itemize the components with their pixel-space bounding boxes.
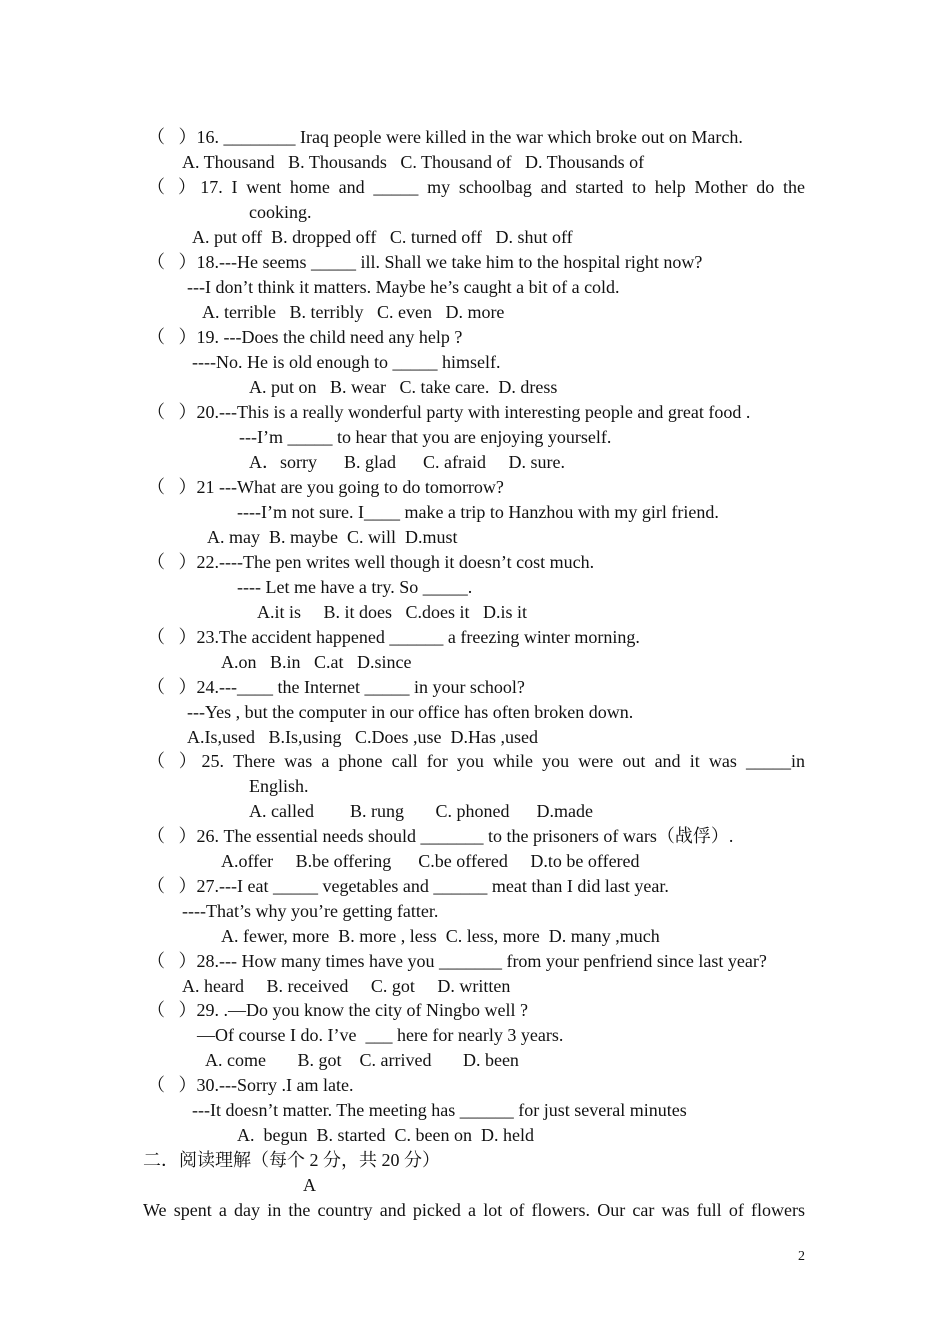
question-16-stem: （ ）16. ________ Iraq people were killed in the war which broke out on March. xyxy=(147,127,743,147)
question-25-stem-continued: English. xyxy=(249,776,309,796)
question-18-stem: （ ）18.---He seems _____ ill. Shall we take him to the hospital right now? xyxy=(147,252,703,272)
question-16-options: A. Thousand B. Thousands C. Thousand of D. Thousands of xyxy=(182,152,645,172)
question-28-options: A. heard B. received C. got D. written xyxy=(182,976,511,996)
question-28-stem: （ ）28.--- How many times have you _______ from your penfriend since last year? xyxy=(147,951,767,971)
question-30-stem: （ ）30.---Sorry .I am late. xyxy=(147,1075,354,1095)
question-21-reply: ----I’m not sure. I____ make a trip to Hanzhou with my girl friend. xyxy=(237,502,719,522)
question-19-options: A. put on B. wear C. take care. D. dress xyxy=(249,377,558,397)
question-21-stem: （ ）21 ---What are you going to do tomorrow? xyxy=(147,477,504,497)
question-21-options: A. may B. maybe C. will D.must xyxy=(207,527,458,547)
question-27-stem: （ ）27.---I eat _____ vegetables and ______ meat than I did last year. xyxy=(147,876,669,896)
question-24-reply: ---Yes , but the computer in our office has often broken down. xyxy=(187,702,634,722)
question-19-reply: ----No. He is old enough to _____ himself. xyxy=(192,352,501,372)
question-20-stem: （ ）20.---This is a really wonderful party with interesting people and great food . xyxy=(147,402,751,422)
passage-first-line: We spent a day in the country and picked a lot of flowers. Our car was full of flowers xyxy=(143,1200,805,1220)
question-19-stem: （ ）19. ---Does the child need any help ? xyxy=(147,327,463,347)
reading-section-heading: 二．阅读理解（每个 2 分，共 20 分） xyxy=(143,1150,440,1170)
page-number: 2 xyxy=(798,1249,805,1264)
question-18-options: A. terrible B. terribly C. even D. more xyxy=(202,302,505,322)
question-24-stem: （ ）24.---____ the Internet _____ in your school? xyxy=(147,677,525,697)
question-20-reply: ---I’m _____ to hear that you are enjoying yourself. xyxy=(239,427,612,447)
question-17-stem: （ ）17. I went home and _____ my schoolbag and started to help Mother do the xyxy=(147,177,805,197)
question-25-stem: （ ）25. There was a phone call for you while you were out and it was _____in xyxy=(147,751,805,771)
question-27-options: A. fewer, more B. more , less C. less, more D. many ,much xyxy=(221,926,660,946)
question-27-reply: ----That’s why you’re getting fatter. xyxy=(182,901,439,921)
question-29-reply: —Of course I do. I’ve ___ here for nearly 3 years. xyxy=(197,1025,564,1045)
passage-label: A xyxy=(303,1175,316,1195)
question-26-options: A.offer B.be offering C.be offered D.to be offered xyxy=(221,851,640,871)
question-22-options: A.it is B. it does C.does it D.is it xyxy=(257,602,528,622)
question-22-reply: ---- Let me have a try. So _____. xyxy=(237,577,473,597)
question-25-options: A. called B. rung C. phoned D.made xyxy=(249,801,593,821)
question-20-options: A．sorry B. glad C. afraid D. sure. xyxy=(249,452,565,472)
question-26-stem: （ ）26. The essential needs should _______ to the prisoners of wars（战俘）. xyxy=(147,826,734,846)
question-23-options: A.on B.in C.at D.since xyxy=(221,652,412,672)
question-24-options: A.Is,used B.Is,using C.Does ,use D.Has ,used xyxy=(187,727,538,747)
question-29-options: A. come B. got C. arrived D. been xyxy=(205,1050,519,1070)
question-17-stem-continued: cooking. xyxy=(249,202,312,222)
question-29-stem: （ ）29. .—Do you know the city of Ningbo well ? xyxy=(147,1000,528,1020)
question-30-reply: ---It doesn’t matter. The meeting has ______ for just several minutes xyxy=(192,1100,687,1120)
question-18-reply: ---I don’t think it matters. Maybe he’s caught a bit of a cold. xyxy=(187,277,620,297)
question-17-options: A. put off B. dropped off C. turned off D. shut off xyxy=(192,227,573,247)
question-23-stem: （ ）23.The accident happened ______ a freezing winter morning. xyxy=(147,627,640,647)
question-22-stem: （ ）22.----The pen writes well though it doesn’t cost much. xyxy=(147,552,595,572)
question-30-options: A. begun B. started C. been on D. held xyxy=(237,1125,534,1145)
